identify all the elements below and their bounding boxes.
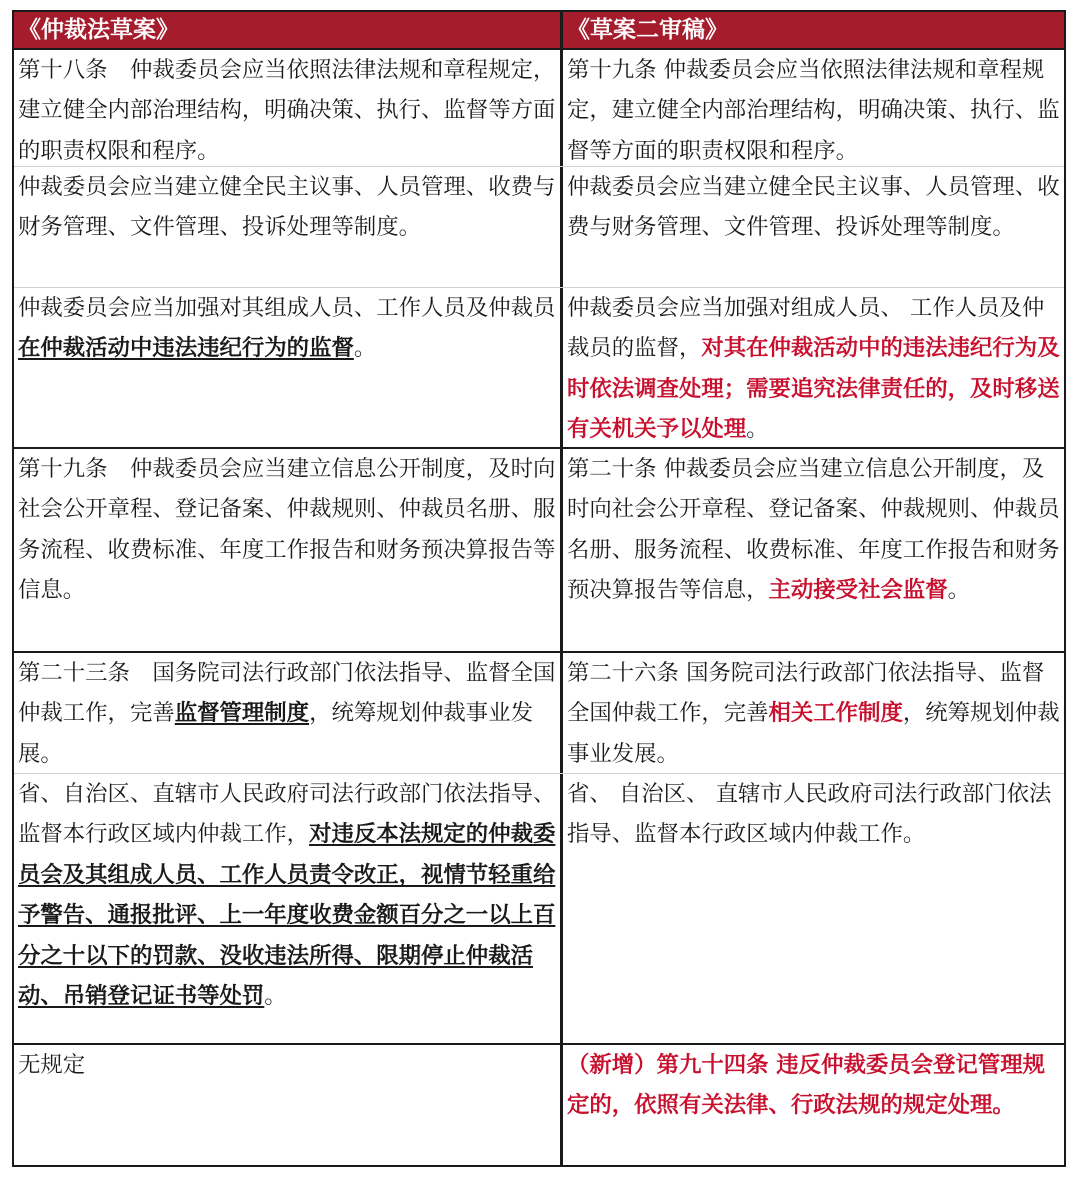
revised-text-cell xyxy=(563,50,1064,166)
table-row xyxy=(14,773,1064,1043)
table-row xyxy=(14,651,1064,773)
deleted-text-emphasis: 对违反本法规定的仲裁委员会及其组成人员、工作人员责令改正，视情节轻重给予警告、通报批评、上一年度收费金额百分之一以上百分之十以下的罚款、没收违法所得、限期停止仲裁活动、吊销登记证书等处罚 xyxy=(18,821,556,1010)
table-row xyxy=(14,287,1064,447)
revised-text-cell xyxy=(563,288,1064,447)
deleted-text-emphasis: 监督管理制度 xyxy=(174,700,310,727)
clause-text: 第二十条 仲裁委员会应当建立信息公开制度，及时向社会公开章程、登记备案、仲裁规则、仲裁员名册、服务流程、收费标准、年度工作报告和财务预决算报告等信息， xyxy=(567,456,1060,604)
revision-highlight: 对其在仲裁活动中的违法违纪行为及时依法调查处理；需要追究法律责任的，及时移送有关机关予以处理 xyxy=(567,335,1060,443)
clause-text: 。 xyxy=(947,577,971,604)
deleted-text-emphasis: 在仲裁活动中违法违纪行为的监督 xyxy=(18,335,354,362)
revised-text-cell xyxy=(563,774,1064,1043)
clause-text: 省、自治区、直辖市人民政府司法行政部门依法指导、监督本行政区域内仲裁工作， xyxy=(18,781,556,848)
table-row xyxy=(14,1043,1064,1165)
revised-text-cell xyxy=(563,449,1064,651)
clause-text: 省、 自治区、 直辖市人民政府司法行政部门依法指导、监督本行政区域内仲裁工作。 xyxy=(567,781,1052,848)
revision-highlight: （新增）第九十四条 违反仲裁委员会登记管理规定的，依照有关法律、行政法规的规定处理。 xyxy=(567,1052,1045,1119)
header-second-review-draft: 《草案二审稿》 xyxy=(567,17,728,43)
revision-highlight: 主动接受社会监督 xyxy=(768,577,948,604)
clause-text: 仲裁委员会应当建立健全民主议事、人员管理、收费与财务管理、文件管理、投诉处理等制度。 xyxy=(567,174,1060,241)
revised-text-cell xyxy=(563,1045,1064,1165)
clause-text: 第十八条 仲裁委员会应当依照法律法规和章程规定，建立健全内部治理结构，明确决策、执行、监督等方面的职责权限和程序。 xyxy=(18,57,556,164)
original-text-cell xyxy=(14,1045,563,1165)
revision-highlight: 相关工作制度 xyxy=(768,700,903,727)
clause-text: 仲裁委员会应当加强对组成人员、 工作人员及仲裁员的监督， xyxy=(567,295,1045,362)
clause-text: 。 xyxy=(264,983,287,1010)
clause-text: 第十九条 仲裁委员会应当建立信息公开制度，及时向社会公开章程、登记备案、仲裁规则、仲裁员名册、服务流程、收费标准、年度工作报告和财务预决算报告等信息。 xyxy=(18,456,556,604)
revised-text-cell xyxy=(563,167,1064,287)
original-text-cell xyxy=(14,449,563,651)
table-row xyxy=(14,50,1064,166)
table-header xyxy=(14,12,1064,50)
original-text-cell xyxy=(14,50,563,166)
clause-text: ，统筹规划仲裁事业发展。 xyxy=(567,700,1060,767)
clause-text: 。 xyxy=(746,416,769,443)
header-original-draft: 《仲裁法草案》 xyxy=(14,12,563,48)
clause-text: ，统筹规划仲裁事业发展。 xyxy=(18,700,533,767)
original-text-cell xyxy=(14,653,563,773)
original-text-cell xyxy=(14,288,563,447)
clause-text: 。 xyxy=(353,335,377,362)
clause-text: 仲裁委员会应当建立健全民主议事、人员管理、收费与财务管理、文件管理、投诉处理等制度。 xyxy=(18,174,556,241)
original-text-cell xyxy=(14,167,563,287)
table-row xyxy=(14,447,1064,651)
revised-text-cell xyxy=(563,653,1064,773)
clause-text: 仲裁委员会应当加强对其组成人员、工作人员及仲裁员 xyxy=(18,295,556,321)
clause-text: 第二十六条 国务院司法行政部门依法指导、监督全国仲裁工作，完善 xyxy=(567,660,1045,727)
clause-text: 无规定 xyxy=(18,1052,86,1078)
original-text-cell xyxy=(14,774,563,1043)
comparison-table xyxy=(12,10,1066,1167)
table-row xyxy=(14,166,1064,287)
clause-text: 第十九条 仲裁委员会应当依照法律法规和章程规定，建立健全内部治理结构，明确决策、执行、监督等方面的职责权限和程序。 xyxy=(567,57,1060,164)
clause-text: 第二十三条 国务院司法行政部门依法指导、监督全国仲裁工作，完善 xyxy=(18,660,556,727)
